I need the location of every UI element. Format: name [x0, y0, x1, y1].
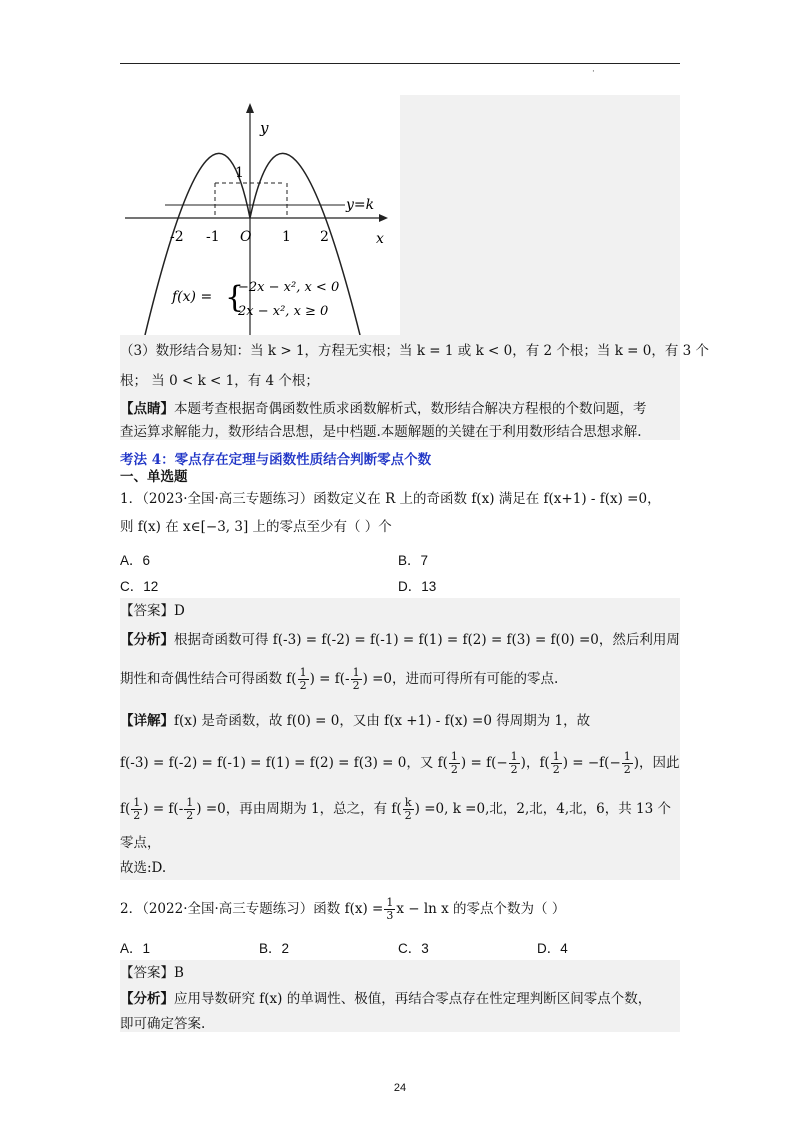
text-a: f(-3) = f(-2) = f(-1) = f(1) = f(2) = f(3) = 0，又 f(	[120, 755, 448, 771]
text-b: ) = f(−	[460, 755, 508, 771]
page-number: 24	[393, 1082, 407, 1094]
tick-label: 1	[282, 229, 291, 245]
q1-line1: 1．（2023·全国·高三专题练习）函数定义在 R 上的奇函数 f(x) 满足在 f(x+1) - f(x) =0，	[120, 491, 661, 507]
text-c: ) =0，再由周期为 1，总之，有 f(	[196, 801, 402, 817]
fraction	[551, 751, 562, 776]
fraction-den: 2	[510, 763, 518, 776]
fraction-den: 2	[133, 809, 141, 822]
q2-analysis-label: 【分析】	[120, 991, 174, 1007]
fraction	[131, 797, 142, 822]
tick-label: -1	[206, 229, 220, 245]
q1-option-a: A．6	[120, 553, 151, 568]
one-label: 1	[235, 165, 244, 181]
fraction-den: 2	[299, 679, 307, 692]
q2-analysis-text: 应用导数研究 f(x) 的单调性、极值，再结合零点存在性定理判断区间零点个数，	[174, 991, 652, 1007]
q2-analysis-line2: 即可确定答案.	[120, 1016, 206, 1032]
y-axis-label: y	[260, 119, 269, 137]
header-mark: ·	[592, 67, 595, 77]
q2-option-d: D．4	[537, 941, 568, 956]
q1-answer: 【答案】D	[120, 603, 185, 619]
fraction-num: k	[403, 797, 414, 810]
q1-detail-line3	[120, 797, 671, 822]
text-d: ) = −f(−	[562, 755, 621, 771]
q1-analysis-label: 【分析】	[120, 632, 174, 648]
piece-2: 2x − x², x ≥ 0	[238, 304, 329, 319]
q1-analysis-text-a: 期性和奇偶性结合可得函数 f(	[120, 671, 297, 687]
part3-line1: （3）数形结合易知：当 k > 1，方程无实根；当 k = 1 或 k < 0，有 2 个根；当 k = 0，有 3 个	[120, 343, 710, 359]
q1-option-d: D．13	[398, 579, 437, 594]
fraction-den: 2	[352, 679, 360, 692]
k-line-label: y=k	[346, 197, 375, 213]
fraction	[622, 751, 633, 776]
fraction-num: 1	[352, 666, 360, 679]
text-a: f(	[120, 801, 131, 817]
q1-detail-line1	[120, 711, 590, 731]
fraction-num: 1	[299, 666, 307, 679]
text-d: ) =0, k =0,北，2,北，4,北，6，共 13 个	[414, 801, 671, 817]
subsection-title: 一、单选题	[120, 469, 188, 485]
header-rule	[120, 63, 680, 64]
q1-analysis-text: 根据奇函数可得 f(-3) = f(-2) = f(-1) = f(1) = f(2) = f(3) = f(0) =0，然后利用周	[174, 632, 680, 648]
q2-option-c: C．3	[398, 941, 429, 956]
fraction	[403, 797, 414, 822]
fraction-den: 2	[552, 763, 560, 776]
fraction-den: 3	[386, 909, 394, 922]
q1-detail-line2	[120, 751, 680, 776]
x-axis-arrow-icon	[379, 214, 388, 222]
fraction	[384, 897, 395, 922]
comment-label: 【点睛】	[120, 401, 174, 417]
fraction-num: 1	[386, 896, 394, 909]
q1-analysis-line2	[120, 667, 558, 692]
fraction	[449, 751, 460, 776]
fraction-den: 2	[623, 763, 631, 776]
comment-line2: 查运算求解能力，数形结合思想，是中档题.本题解题的关键在于利用数形结合思想求解.	[120, 424, 642, 440]
q2-line1	[120, 897, 565, 922]
fraction-num: 1	[510, 750, 518, 763]
origin-label: O	[240, 229, 252, 245]
q1-detail-label: 【详解】	[120, 713, 174, 729]
fraction-num: 1	[552, 750, 560, 763]
tick-label: 2	[320, 229, 329, 245]
piecewise-lhs: f(x) =	[172, 289, 213, 305]
text-e: )，因此	[633, 755, 680, 771]
q2-option-b: B．2	[259, 941, 290, 956]
comment-text: 本题考查根据奇偶函数性质求函数解析式，数形结合解决方程根的个数问题，考	[174, 401, 647, 417]
q1-detail-line4: 零点，	[120, 835, 161, 851]
q1-analysis-text-c: ) =0，进而可得所有可能的零点.	[362, 671, 559, 687]
piece-1: −2x − x², x < 0	[238, 280, 340, 295]
part3-line2: 根； 当 0 < k < 1，有 4 个根；	[120, 373, 319, 389]
y-axis-arrow-icon	[246, 103, 254, 113]
x-axis-label: x	[376, 231, 384, 247]
fraction-den: 2	[404, 809, 412, 822]
graph-svg	[120, 95, 400, 335]
q1-analysis-line1	[120, 630, 680, 650]
q2-text-b: x − ln x 的零点个数为（ ）	[396, 901, 566, 917]
fraction-num: 1	[133, 796, 141, 809]
fraction	[509, 751, 520, 776]
text-b: ) = f(-	[143, 801, 184, 817]
q2-answer: 【答案】B	[120, 965, 184, 981]
section-title: 考法 4：零点存在定理与函数性质结合判断零点个数	[120, 452, 432, 468]
q1-conclusion: 故选:D.	[120, 860, 167, 876]
tick-label: -2	[170, 229, 184, 245]
fraction-num: 1	[450, 750, 458, 763]
q1-detail-text: f(x) 是奇函数，故 f(0) = 0，又由 f(x +1) - f(x) =0 得周期为 1，故	[174, 713, 591, 729]
q2-analysis-line1	[120, 989, 651, 1009]
brace-icon: {	[225, 280, 245, 315]
fraction	[351, 667, 362, 692]
q2-option-a: A．1	[120, 941, 151, 956]
q1-option-b: B．7	[398, 553, 429, 568]
fraction-num: 1	[623, 750, 631, 763]
fraction-den: 2	[450, 763, 458, 776]
fraction	[298, 667, 309, 692]
comment-line1	[120, 399, 647, 419]
q1-analysis-text-b: ) = f(-	[309, 671, 350, 687]
q1-option-c: C．12	[120, 579, 159, 594]
fraction-num: 1	[186, 796, 194, 809]
function-graph	[120, 95, 400, 335]
q2-text-a: 2．（2022·全国·高三专题练习）函数 f(x) =	[120, 901, 384, 917]
q1-line2: 则 f(x) 在 x∈[−3, 3] 上的零点至少有（ ）个	[120, 519, 392, 535]
text-c: )，f(	[520, 755, 550, 771]
fraction-den: 2	[186, 809, 194, 822]
fraction	[184, 797, 195, 822]
